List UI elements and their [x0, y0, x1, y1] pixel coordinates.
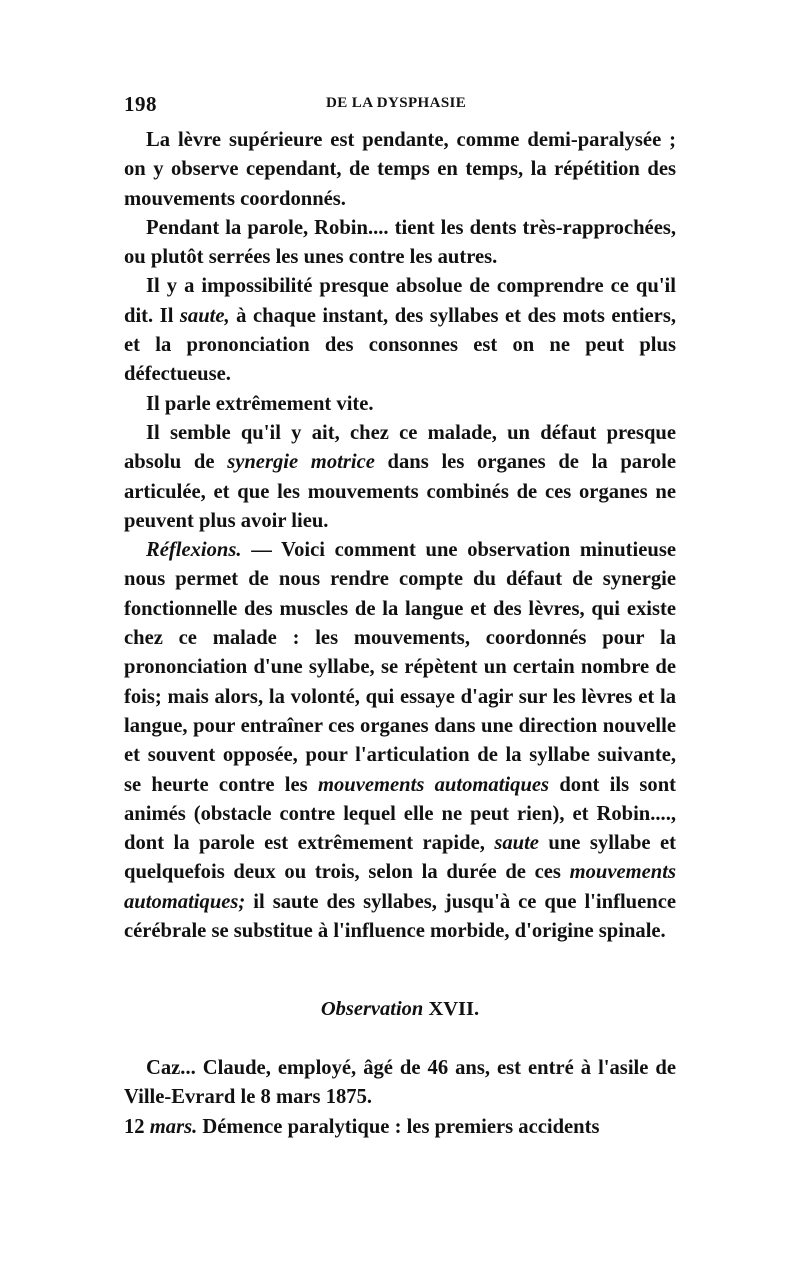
running-title: DE LA DYSPHASIE: [326, 95, 467, 111]
paragraph: Il parle extrêmement vite.: [146, 392, 374, 415]
paragraph: Il semble qu'il y ait, chez ce malade, un défaut presque absolu de synergie motrice dans les organes de la parole articulée, et que les mouvements combinés de ces organes ne peuvent plus avoir lieu.: [124, 421, 676, 532]
emphasis: synergie motrice: [227, 451, 375, 474]
page-number: 198: [124, 92, 157, 116]
page-header: [124, 92, 680, 116]
entry-month: mars.: [149, 1115, 198, 1138]
observation-number: XVII.: [428, 998, 480, 1020]
observation-label: Observation: [320, 998, 424, 1020]
paragraph: La lèvre supérieure est pendante, comme demi-paralysée ; on y observe cependant, de temps en temps, la répétition des mouvements coordonnés.: [124, 129, 676, 210]
emphasis: saute,: [179, 304, 230, 327]
paragraph: Il y a impossibilité presque absolue de comprendre ce qu'il dit. Il saute, à chaque instant, des syllabes et des mots entiers, et la prononciation des consonnes est on ne peut plus défectueuse.: [124, 275, 676, 386]
observation-text: [124, 1054, 676, 1142]
emphasis: mouvements automatiques: [317, 773, 550, 796]
observation-heading: [0, 998, 800, 1021]
dated-entry: 12 mars. Démence paralytique : les premiers accidents: [124, 1115, 600, 1138]
reflexions-label: Réflexions.: [146, 539, 242, 562]
paragraph: Caz... Claude, employé, âgé de 46 ans, est entré à l'asile de Ville-Evrard le 8 mars 1875.: [124, 1057, 676, 1109]
reflexions-paragraph: Réflexions. — Voici comment une observation minutieuse nous permet de nous rendre compte du défaut de synergie fonctionnelle des muscles de la langue et des lèvres, qui existe chez ce malade : les mouvements, coordonnés pour la prononciation d'une syllabe, se répètent un certain nombre de fois; mais alors, la volonté, qui essaye d'agir sur les lèvres et la langue, pour entraîner ces organes dans une direction nouvelle et souvent opposée, pour l'articulation de la syllabe suivante, se heurte contre les mouvements automatiques dont ils sont animés (obstacle contre lequel elle ne peut rien), et Robin...., dont la parole est extrêmement rapide, saute une syllabe et quelquefois deux ou trois, selon la durée de ces mouvements automatiques; il saute des syllabes, jusqu'à ce que l'influence cérébrale se substitue à l'influence morbide, d'origine spinale.: [124, 539, 677, 943]
main-text: [124, 126, 676, 946]
emphasis: saute: [494, 832, 539, 855]
emphasis: mouvements automatiques;: [124, 861, 676, 913]
entry-day: 12: [124, 1115, 150, 1138]
paragraph: Pendant la parole, Robin.... tient les dents très-rapprochées, ou plutôt serrées les unes contre les autres.: [124, 216, 676, 269]
